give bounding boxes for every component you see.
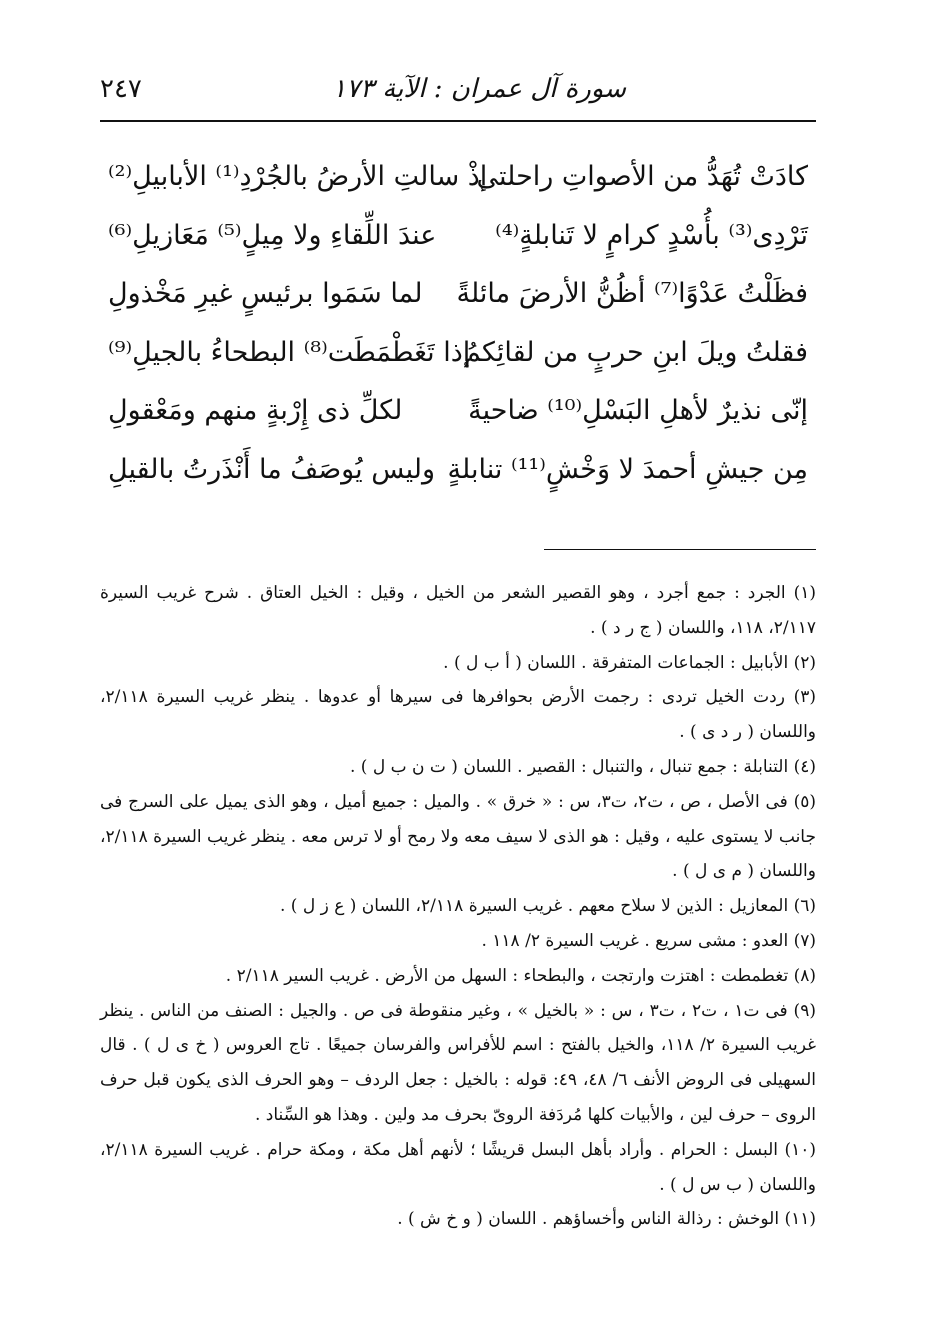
verse-first-hemistich: فظَلْتُ عَدْوًا⁽⁷⁾ أظُنُّ الأرضَ مائلةً <box>456 278 808 309</box>
verse-first-hemistich: تَرْدِى⁽³⁾ بأُسْدٍ كرامٍ لا تَنابلةٍ⁽⁴⁾ <box>495 219 808 251</box>
verse-first-hemistich: مِن جيشِ أحمدَ لا وَخْشٍ⁽¹¹⁾ تنابلةٍ <box>447 453 808 485</box>
verse <box>100 324 816 383</box>
running-title: سورة آل عمران : الآية ١٧٣ <box>332 74 626 104</box>
footnote: (٢) الأبابيل : الجماعات المتفرقة . اللسان ( أ ب ل ) . <box>443 652 816 673</box>
footnote: (١١) الوخش : رذالة الناس وأخساؤهم . اللسان ( و خ ش ) . <box>397 1209 816 1230</box>
footnote: (٣) ردت الخيل تردى : رجمت الأرض بحوافرها فى سيرها أو عدوها . ينظر غريب السيرة ٢/١١٨، واللسان ( ر د ى ) . <box>100 687 816 743</box>
header-rule <box>100 120 816 122</box>
verse-second-hemistich: عندَ اللِّقاءِ ولا مِيلٍ⁽⁵⁾ مَعَازيلِ⁽⁶⁾ <box>108 219 437 251</box>
verse <box>100 441 816 500</box>
footnote-separator <box>544 549 816 550</box>
verse-second-hemistich: إذا تَغَطْمَطَت⁽⁸⁾ البطحاءُ بالجيلِ⁽⁹⁾ <box>108 336 471 368</box>
verse-first-hemistich: فقلتُ ويلَ ابنِ حربٍ من لقائِكمُ <box>463 336 808 368</box>
footnote: (٦) المعازيل : الذين لا سلاح معهم . غريب السيرة ٢/١١٨، اللسان ( ع ز ل ) . <box>279 896 816 917</box>
verse-first-hemistich: كادَتْ تُهَدُّ من الأصواتِ راحلتى <box>476 161 808 192</box>
footnote: (١٠) البسل : الحرام . وأراد بأهل البسل قريشًا ؛ لأنهم أهل مكة ، ومكة حرام . غريب السيرة ٢/١١٨، واللسان ( ب س ل ) . <box>100 1139 816 1195</box>
verse-second-hemistich: لكلِّ ذى إِرْبةٍ منهم ومَعْقولِ <box>108 395 403 426</box>
footnote: (٩) فى ت١ ، ت٢ ، ت٣ ، س : « بالخيل » ، وغير منقوطة فى ص . والجيل : الصنف من الناس . ينظر غريب السيرة ٢/ ١١٨، والخيل بالفتح : اسم للأفراس والفرسان جميعًا . تاج العروس ( خ ى ل ) . قال السهيلى فى الروض الأنف ٦/ ٤٨، ٤٩: قوله : بالخيل : جعل الردف – وهو الحرف الذى يكون قبل حرف الروى – حرف لين ، والأبيات كلها مُردَفة الروىّ بحرف مد ولين . وهذا هو السِّناد . <box>100 1000 816 1125</box>
verse-first-hemistich: إنّى نذيرٌ لأهلِ البَسْلِ⁽¹⁰⁾ ضاحيةً <box>468 395 808 426</box>
verse-second-hemistich: وليس يُوصَفُ ما أَنْذَرتُ بالقيلِ <box>108 453 436 485</box>
verse <box>100 265 816 324</box>
footnote: (٨) تغطمطت : اهتزت وارتجت ، والبطحاء : السهل من الأرض . غريب السير ٢/١١٨ . <box>225 965 816 986</box>
page-header <box>100 70 816 114</box>
page-number: ٢٤٧ <box>100 74 142 104</box>
footnote: (٤) التنابلة : جمع تنبال ، والتنبال : القصير . اللسان ( ت ن ب ل ) . <box>349 756 816 777</box>
footnote: (٥) فى الأصل ، ص ، ت٢، ت٣، س : « خرق » . والميل : جميع أميل ، وهو الذى يميل على السرج فى جانب لا يستوى عليه ، وقيل : هو الذى لا سيف معه ولا رمح أو لا ترس معه . ينظر غريب السيرة ٢/١١٨، واللسان ( م ى ل ) . <box>100 791 816 882</box>
verse <box>100 148 816 207</box>
verse <box>100 382 816 441</box>
verse-second-hemistich: إذْ سالتِ الأرضُ بالجُرْدِ⁽¹⁾ الأبابيلِ⁽²⁾ <box>108 161 488 192</box>
footnote: (١) الجرد : جمع أجرد ، وهو القصير الشعر من الخيل ، وقيل : الخيل العتاق . شرح غريب السيرة ٢/١١٧، ١١٨، واللسان ( ج ر د ) . <box>100 583 816 638</box>
poem <box>100 148 816 499</box>
footnotes <box>100 576 816 1237</box>
verse <box>100 207 816 266</box>
verse-second-hemistich: لما سَمَوا برئيسٍ غيرِ مَخْذولِ <box>108 278 423 309</box>
footnote: (٧) العدو : مشى سريع . غريب السيرة ٢/ ١١٨ . <box>481 930 816 951</box>
